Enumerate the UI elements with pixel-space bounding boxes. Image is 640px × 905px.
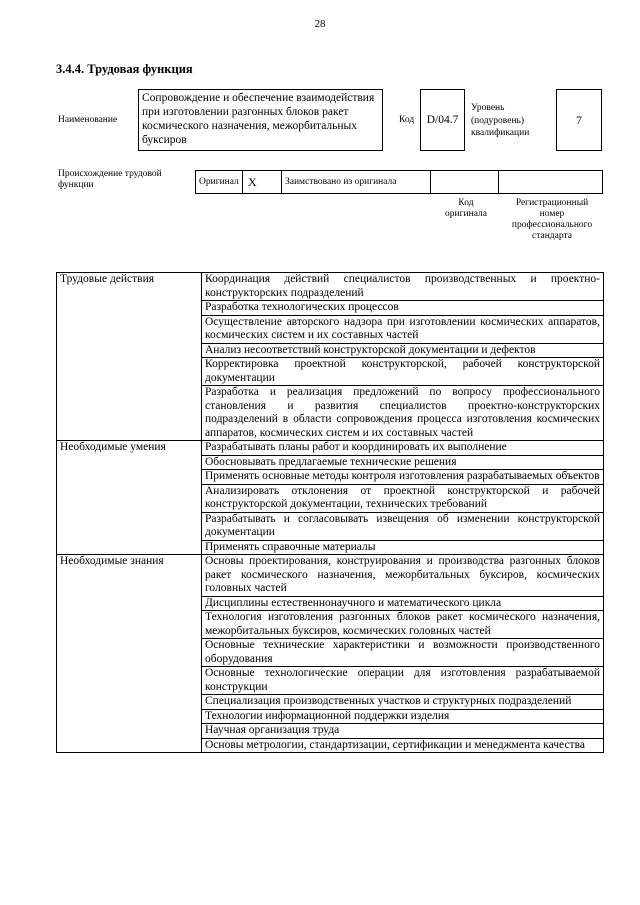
- list-item: Разработка технологических процессов: [202, 301, 604, 316]
- list-item: Корректировка проектной конструкторской, рабочей конструкторской документации: [202, 358, 604, 386]
- list-item: Разрабатывать планы работ и координировать их выполнение: [202, 441, 604, 456]
- level-label-line-3: квалификации: [471, 128, 530, 138]
- section-knowledge: Необходимые знания: [57, 555, 202, 753]
- code-original-caption: [436, 198, 496, 220]
- reg-caption-line-1: Регистрационный: [515, 198, 589, 208]
- list-item: Технология изготовления разгонных блоков ракет космического назначения, межорбитальных буксиров, космических головных частей: [202, 611, 604, 639]
- list-item: Обосновывать предлагаемые технические решения: [202, 455, 604, 470]
- list-item: Разработка и реализация предложений по вопросу профессионального становления и развития специалистов проектно-конструкторских подразделений в области сопровождения процесса изготовления космических аппаратов, космических систем и их составных частей: [202, 386, 604, 441]
- list-item: Дисциплины естественнонаучного и математического цикла: [202, 596, 604, 611]
- section-title: 3.4.4. Трудовая функция: [56, 62, 193, 76]
- origin-row: [196, 170, 604, 194]
- list-item: Анализировать отклонения от проектной конструкторской и рабочей конструкторской документации, технических требований: [202, 484, 604, 512]
- name-label: Наименование: [58, 115, 118, 125]
- reg-caption-line-3: профессионального: [511, 220, 593, 230]
- level-label-line-2: (подуровень): [471, 115, 525, 126]
- original-label-cell: Оригинал: [195, 170, 243, 194]
- origin-label-line-1: Происхождение трудовой: [58, 169, 162, 179]
- list-item: Основные технические характеристики и возможности производственного оборудования: [202, 639, 604, 667]
- list-item: Разрабатывать и согласовывать извещения об изменении конструкторской документации: [202, 512, 604, 540]
- code-caption-line-1: Код: [458, 198, 474, 208]
- reg-caption-line-4: стандарта: [532, 231, 572, 241]
- table-row: [57, 441, 604, 456]
- table-row: [57, 555, 604, 597]
- original-mark-cell: X: [242, 170, 282, 194]
- original-code-cell: [430, 170, 499, 194]
- function-name-box: Сопровождение и обеспечение взаимодействия при изготовлении разгонных блоков ракет космического назначения, межорбитальных буксиров: [138, 89, 383, 151]
- origin-label-line-2: функции: [58, 180, 94, 190]
- list-item: Осуществление авторского надзора при изготовлении космических аппаратов, космических систем и их составных частей: [202, 315, 604, 343]
- table-row: [57, 273, 604, 301]
- qualification-level-box: 7: [556, 89, 602, 151]
- reg-caption-line-2: номер: [539, 209, 565, 219]
- registration-number-caption: [500, 198, 604, 242]
- origin-label: [58, 169, 162, 191]
- list-item: Анализ несоответствий конструкторской документации и дефектов: [202, 343, 604, 358]
- list-item: Научная организация труда: [202, 724, 604, 739]
- list-item: Применять основные методы контроля изготовления разрабатываемых объектов: [202, 470, 604, 485]
- list-item: Основные технологические операции для изготовления разрабатываемой конструкции: [202, 667, 604, 695]
- section-labor-actions: Трудовые действия: [57, 273, 202, 441]
- qualification-level-label: [471, 102, 529, 140]
- page-number: 28: [314, 18, 326, 30]
- labor-function-table: [56, 272, 604, 753]
- list-item: Основы проектирования, конструирования и производства разгонных блоков ракет космического назначения, межорбитальных буксиров, космических головных частей: [202, 555, 604, 597]
- list-item: Технологии информационной поддержки изделия: [202, 709, 604, 724]
- section-skills: Необходимые умения: [57, 441, 202, 555]
- code-label: Код: [399, 115, 415, 125]
- code-value-box: D/04.7: [420, 89, 465, 151]
- list-item: Основы метрологии, стандартизации, сертификации и менеджмента качества: [202, 738, 604, 753]
- registration-number-cell: [498, 170, 603, 194]
- borrowed-label-cell: Заимствовано из оригинала: [281, 170, 431, 194]
- level-label-line-1: Уровень: [471, 103, 505, 113]
- list-item: Координация действий специалистов производственных и проектно-конструкторских подразделений: [202, 273, 604, 301]
- code-caption-line-2: оригинала: [445, 209, 487, 219]
- list-item: Специализация производственных участков и структурных подразделений: [202, 695, 604, 710]
- list-item: Применять справочные материалы: [202, 540, 604, 555]
